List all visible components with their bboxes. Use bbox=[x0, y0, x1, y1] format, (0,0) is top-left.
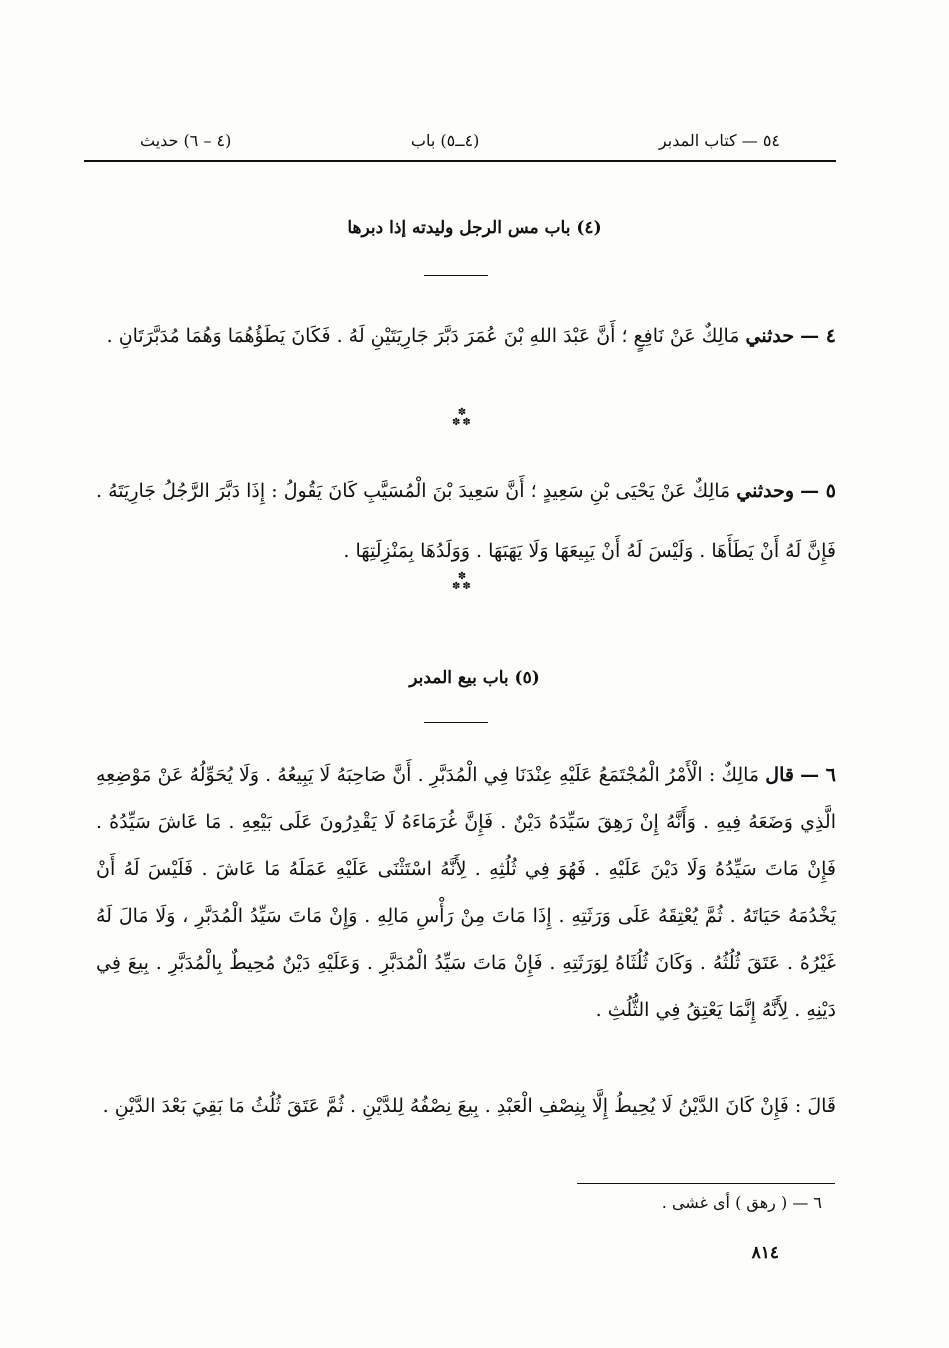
header-rule bbox=[84, 160, 836, 162]
hadith-6-text: مَالِكٌ : الْأَمْرُ الْمُجْتَمَعُ عَلَيْهِ عِنْدَنَا فِي الْمُدَبَّرِ . أَنَّ صَاحِبَهُ لَا يَبِيعُهُ . وَلَا يُحَوِّلُهُ عَنْ مَوْضِعِهِ الَّذِي وَضَعَهُ فِيهِ . وَأَنَّهُ إِنْ رَهِقَ سَيِّدَهُ دَيْنٌ . فَإِنَّ غُرَمَاءَهُ لَا يَقْدِرُونَ عَلَى بَيْعِهِ . مَا عَاشَ سَيِّدُهُ . فَإِنْ مَاتَ سَيِّدُهُ وَلَا دَيْنَ عَلَيْهِ . فَهُوَ فِي ثُلُثِهِ . لِأَنَّهُ اسْتَثْنَى عَلَيْهِ عَمَلَهُ مَا عَاشَ . فَلَيْسَ لَهُ أَنْ يَخْدُمَهُ حَيَاتَهُ . ثُمَّ يُعْتِقَهُ عَلَى وَرَثَتِهِ . إِذَا مَاتَ مِنْ رَأْسِ مَالِهِ . وَإِنْ مَاتَ سَيِّدُ الْمُدَبَّرِ ، وَلَا مَالَ لَهُ غَيْرُهُ . عَتَقَ ثُلُثُهُ . وَكَانَ ثُلُثَاهُ لِوَرَثَتِهِ . فَإِنْ مَاتَ سَيِّدُ الْمُدَبَّرِ . وَعَلَيْهِ دَيْنٌ مُحِيطٌ بِالْمُدَبَّرِ . بِيعَ فِي دَيْنِهِ . لِأَنَّهُ إِنَّمَا يَعْتِقُ فِي الثُّلُثِ . bbox=[96, 764, 836, 1021]
hadith-6 bbox=[96, 752, 836, 1034]
footnote-rule bbox=[577, 1183, 835, 1184]
hadith-4 bbox=[96, 306, 836, 366]
header-book-title: ٥٤ — كتاب المدبر bbox=[658, 130, 780, 150]
hadith-4-lead: حدثني bbox=[745, 325, 795, 347]
section-5-rule bbox=[424, 722, 488, 723]
section-4-title: (٤) باب مس الرجل وليدته إذا دبرها bbox=[347, 218, 602, 238]
hadith-5 bbox=[96, 461, 836, 581]
hadith-5-number: ٥ — bbox=[800, 480, 837, 502]
section-4-rule bbox=[424, 275, 488, 276]
hadith-4-text: مَالِكٌ عَنْ نَافِعٍ ؛ أَنَّ عَبْدَ اللهِ بْنَ عُمَرَ دَبَّرَ جَارِيَتَيْنِ لَهُ . فَكَانَ يَطَؤُهُمَا وَهُمَا مُدَبَّرَتَانِ . bbox=[106, 325, 740, 347]
section-5-title: (٥) باب بيع المدبر bbox=[409, 668, 540, 688]
page-number: ٨١٤ bbox=[751, 1243, 779, 1263]
separator-ornament-2: ✽ ✽✽ bbox=[452, 571, 473, 592]
running-header bbox=[140, 124, 780, 156]
hadith-4-number: ٤ — bbox=[800, 325, 836, 347]
hadith-6-number: ٦ — bbox=[800, 764, 837, 786]
header-hadith-range: (٤ – ٦) حديث bbox=[140, 130, 232, 150]
malik-note: قَالَ : فَإِنْ كَانَ الدَّيْنُ لَا يُحِيطُ إِلَّا بِنِصْفِ الْعَبْدِ . بِيعَ نِصْفُهُ لِلدَّيْنِ . ثُمَّ عَتَقَ ثُلُثُ مَا بَقِيَ بَعْدَ الدَّيْنِ . bbox=[102, 1095, 836, 1117]
separator-ornament: ✽ ✽✽ bbox=[452, 407, 473, 428]
header-chapter: (٤ــ٥) باب bbox=[410, 130, 480, 150]
hadith-5-lead: وحدثني bbox=[736, 480, 795, 502]
hadith-5-text: مَالِكٌ عَنْ يَحْيَى بْنِ سَعِيدٍ ؛ أَنَّ سَعِيدَ بْنَ الْمُسَيَّبِ كَانَ يَقُولُ : إِذَا دَبَّرَ الرَّجُلُ جَارِيَتَهُ . فَإِنَّ لَهُ أَنْ يَطَأَهَا . وَلَيْسَ لَهُ أَنْ يَبِيعَهَا وَلَا يَهَبَهَا . وَوَلَدُهَا بِمَنْزِلَتِهَا . bbox=[96, 480, 836, 562]
hadith-6-lead: قال bbox=[765, 764, 794, 786]
footnote: ٦ — ( رهق ) أى غشى . bbox=[661, 1193, 822, 1212]
